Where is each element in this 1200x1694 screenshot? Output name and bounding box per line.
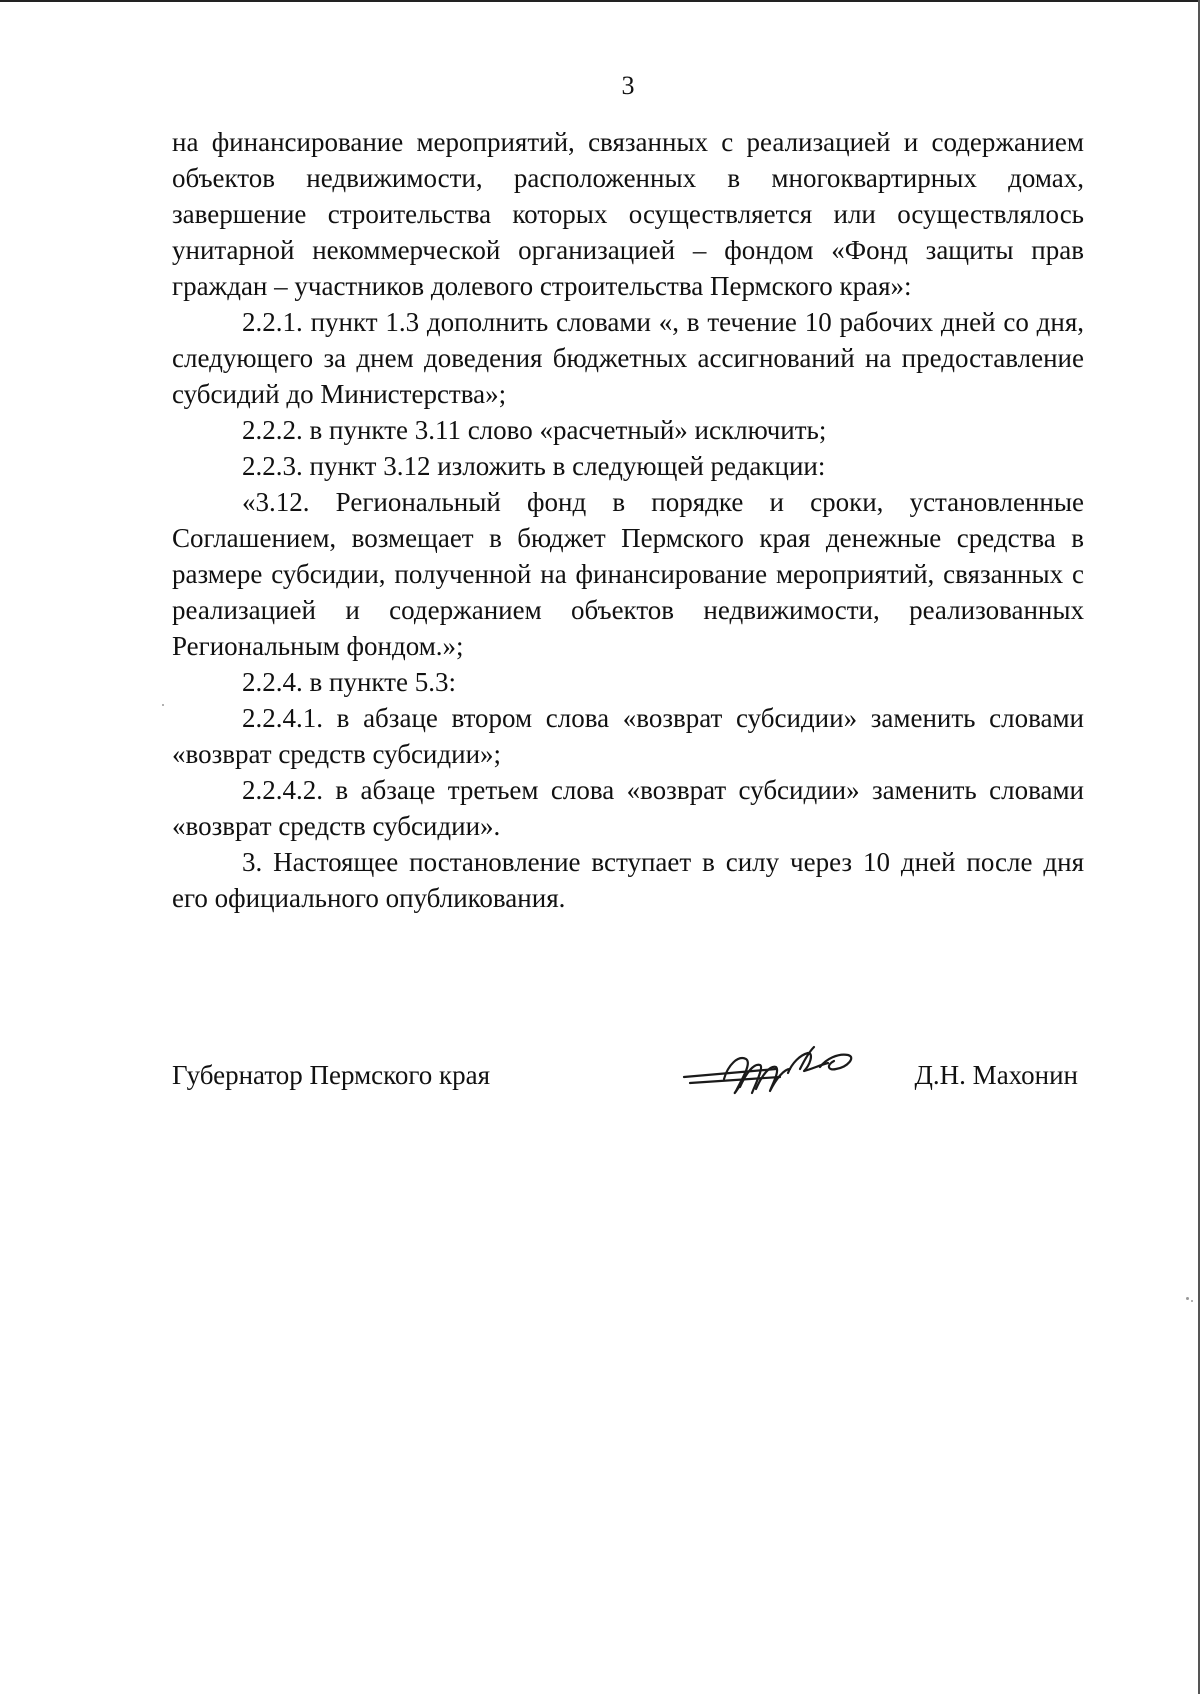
document-body — [172, 124, 1084, 916]
paragraph-2-2-1: 2.2.1. пункт 1.3 дополнить словами «, в течение 10 рабочих дней со дня, следующего за днем доведения бюджетных ассигнований на предоставление субсидий до Министерства»; — [172, 307, 1084, 409]
paragraph-2-2-4-2: 2.2.4.2. в абзаце третьем слова «возврат субсидии» заменить словами «возврат средств субсидии». — [172, 775, 1084, 841]
paragraph-3-12-quote: «3.12. Региональный фонд в порядке и сроки, установленные Соглашением, возмещает в бюджет Пермского края денежные средства в размере субсидии, полученной на финансирование мероприятий, связанных с реализацией и содержанием объектов недвижимости, реализованных Региональным фондом.»; — [172, 487, 1084, 661]
signatory-position: Губернатор Пермского края — [172, 1060, 491, 1090]
paragraph-2-2-2: 2.2.2. в пункте 3.11 слово «расчетный» исключить; — [242, 415, 827, 445]
paragraph-3-effective-date: 3. Настоящее постановление вступает в силу через 10 дней после дня его официального опубликования. — [172, 847, 1084, 913]
signature-block — [172, 1057, 1084, 1137]
scan-speck — [162, 704, 164, 706]
scan-speck — [1191, 1300, 1193, 1302]
scan-speck — [1186, 1297, 1189, 1300]
paragraph-continuation: на финансирование мероприятий, связанных с реализацией и содержанием объектов недвижимости, расположенных в многоквартирных домах, завершение строительства которых осуществляется или осуществлялось унитарной некоммерческой организацией – фондом «Фонд защиты прав граждан – участников долевого строительства Пермского края»: — [172, 127, 1084, 301]
paragraph-2-2-4-1: 2.2.4.1. в абзаце втором слова «возврат субсидии» заменить словами «возврат средств субсидии»; — [172, 703, 1084, 769]
page-number: 3 — [621, 71, 635, 100]
handwritten-signature — [680, 1039, 860, 1109]
scan-border-top — [0, 0, 1200, 2]
paragraph-2-2-3: 2.2.3. пункт 3.12 изложить в следующей редакции: — [242, 451, 826, 481]
signatory-name: Д.Н. Махонин — [914, 1060, 1078, 1090]
paragraph-2-2-4: 2.2.4. в пункте 5.3: — [242, 667, 456, 697]
